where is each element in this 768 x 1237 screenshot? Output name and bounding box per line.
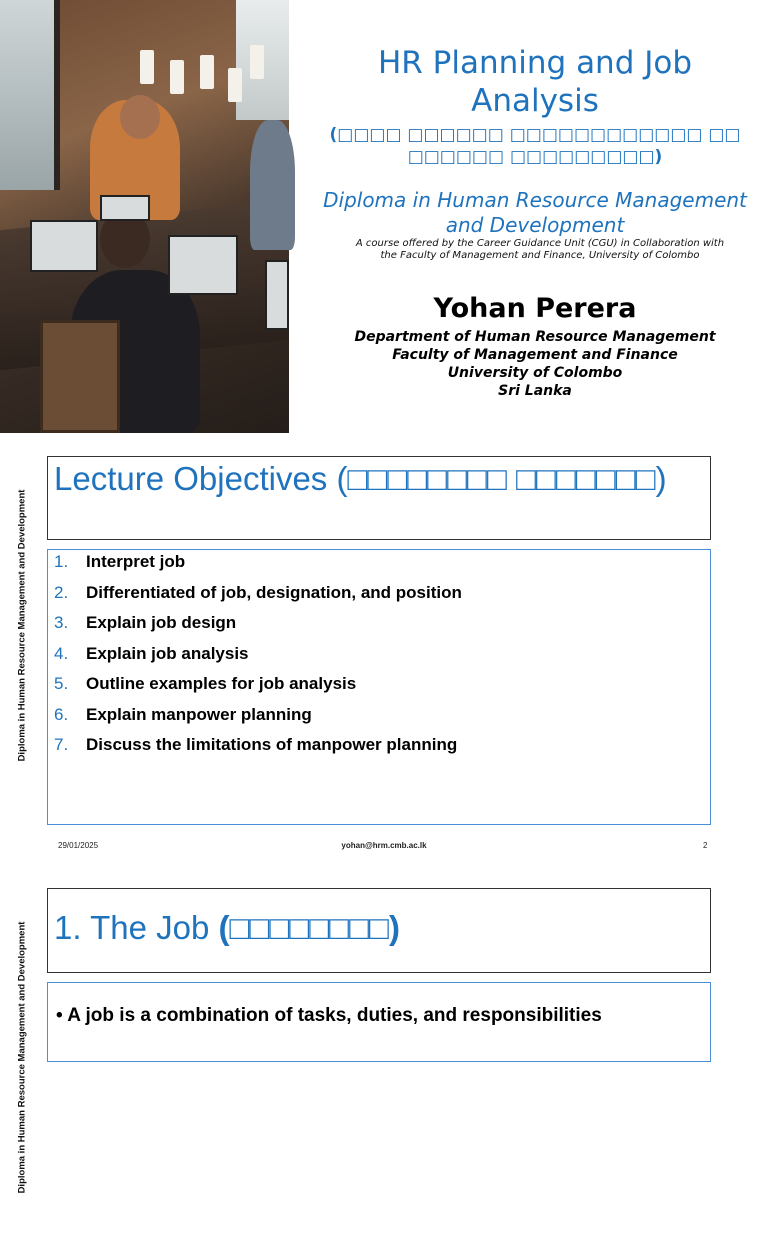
the-job-title xyxy=(54,909,704,947)
list-item-text: Interpret job xyxy=(86,552,186,571)
list-item-number: 3. xyxy=(54,613,69,632)
the-job-body xyxy=(47,982,711,1062)
affiliation-line: Department of Human Resource Management xyxy=(354,329,716,345)
bullet-point: • A job is a combination of tasks, duties, and responsibilities xyxy=(56,1005,602,1026)
presentation-title: HR Planning and Job Analysis xyxy=(377,45,693,119)
list-item-text: Explain manpower planning xyxy=(86,704,312,724)
list-item xyxy=(54,583,710,614)
footer-email: yohan@hrm.cmb.ac.lk xyxy=(341,841,427,850)
side-label-text: Diploma in Human Resource Management and Development xyxy=(16,489,28,761)
list-item-number: 2. xyxy=(54,582,69,602)
list-item xyxy=(54,644,710,675)
list-item xyxy=(54,613,710,644)
affiliation-line: Sri Lanka xyxy=(498,383,572,399)
list-item xyxy=(54,674,710,705)
list-item xyxy=(54,552,710,583)
list-item-text: Explain job design xyxy=(86,613,237,632)
the-job-title-text: 1. The Job xyxy=(54,909,219,946)
presentation-subtitle-sinhala: (□□□□ □□□□□□ □□□□□□□□□□□□ □□ □□□□□□ □□□□□□□□□) xyxy=(329,125,741,167)
author-name: Yohan Perera xyxy=(433,293,637,324)
list-item-text: Discuss the limitations of manpower planning xyxy=(86,735,458,754)
objectives-title: Lecture Objectives (□□□□□□□□ □□□□□□□) xyxy=(54,460,667,497)
objectives-slide xyxy=(0,445,768,865)
the-job-slide xyxy=(0,877,768,1193)
the-job-title-sinhala: (□□□□□□□□) xyxy=(218,909,400,946)
list-item-number: 6. xyxy=(54,704,69,724)
side-label xyxy=(9,445,35,805)
list-item-text: Outline examples for job analysis xyxy=(86,674,357,693)
list-item-text: Differentiated of job, designation, and position xyxy=(86,582,462,602)
list-item-text: Explain job analysis xyxy=(86,643,249,663)
list-item-number: 5. xyxy=(54,674,69,693)
objectives-title-box xyxy=(47,456,711,540)
title-slide xyxy=(0,0,768,433)
list-item-number: 1. xyxy=(54,552,69,571)
author-affiliation xyxy=(310,328,760,400)
list-item xyxy=(54,705,710,736)
diploma-name: Diploma in Human Resource Management and Development xyxy=(323,188,747,237)
course-note: A course offered by the Career Guidance Unit (CGU) in Collaboration with the Faculty of Management and Finance, University of Colombo xyxy=(355,238,725,261)
footer-page-number: 2 xyxy=(703,841,708,850)
team-meeting-photo xyxy=(0,0,289,433)
side-label-text: Diploma in Human Resource Management and Development xyxy=(16,921,28,1193)
footer-date: 29/01/2025 xyxy=(58,841,99,850)
the-job-title-box xyxy=(47,888,711,973)
list-item-number: 7. xyxy=(54,735,69,754)
list-item xyxy=(54,735,710,766)
list-item-number: 4. xyxy=(54,643,69,663)
objectives-list xyxy=(47,549,711,825)
affiliation-line: Faculty of Management and Finance xyxy=(392,347,678,363)
affiliation-line: University of Colombo xyxy=(447,365,623,381)
side-label xyxy=(9,877,35,1237)
